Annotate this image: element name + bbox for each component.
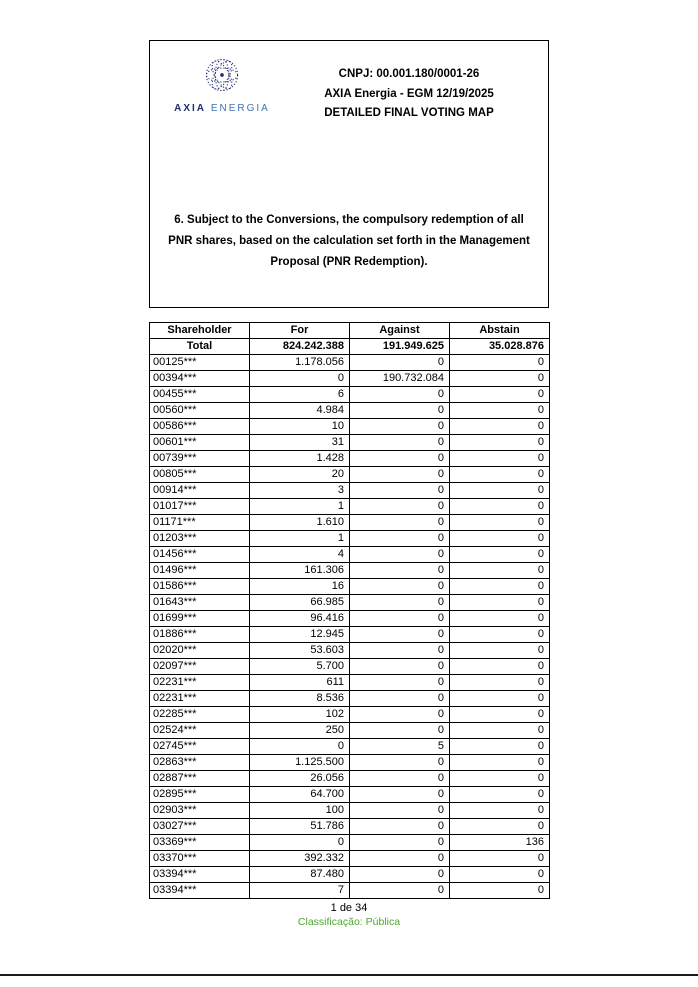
shareholder-cell: 02231*** — [150, 675, 250, 691]
shareholder-cell: 00455*** — [150, 387, 250, 403]
for-cell: 4 — [250, 547, 350, 563]
shareholder-cell: 00125*** — [150, 355, 250, 371]
for-cell: 6 — [250, 387, 350, 403]
shareholder-cell: 02895*** — [150, 787, 250, 803]
abstain-cell: 0 — [450, 883, 550, 899]
table-row — [150, 755, 550, 771]
against-cell: 0 — [350, 771, 450, 787]
abstain-cell: 0 — [450, 739, 550, 755]
abstain-cell: 0 — [450, 851, 550, 867]
table-row — [150, 499, 550, 515]
shareholder-cell: 01643*** — [150, 595, 250, 611]
shareholder-cell: 01699*** — [150, 611, 250, 627]
table-row — [150, 547, 550, 563]
header-for: For — [250, 323, 350, 339]
header-top — [150, 41, 548, 124]
table-row — [150, 627, 550, 643]
table-row — [150, 579, 550, 595]
shareholder-cell: 01496*** — [150, 563, 250, 579]
for-cell: 102 — [250, 707, 350, 723]
table-row — [150, 419, 550, 435]
for-cell: 7 — [250, 883, 350, 899]
table-row — [150, 883, 550, 899]
shareholder-cell: 00739*** — [150, 451, 250, 467]
against-cell: 0 — [350, 531, 450, 547]
company-logo — [166, 53, 278, 124]
abstain-cell: 0 — [450, 403, 550, 419]
against-cell: 0 — [350, 467, 450, 483]
for-cell: 1.428 — [250, 451, 350, 467]
abstain-cell: 0 — [450, 371, 550, 387]
against-cell: 0 — [350, 787, 450, 803]
against-cell: 0 — [350, 723, 450, 739]
against-cell: 0 — [350, 387, 450, 403]
against-cell: 0 — [350, 691, 450, 707]
classification-label: Classificação: Pública — [297, 916, 401, 928]
voting-table — [149, 322, 550, 899]
for-cell: 16 — [250, 579, 350, 595]
against-cell: 0 — [350, 659, 450, 675]
abstain-cell: 0 — [450, 659, 550, 675]
table-row — [150, 467, 550, 483]
abstain-cell: 0 — [450, 515, 550, 531]
abstain-cell: 0 — [450, 467, 550, 483]
for-cell: 1 — [250, 531, 350, 547]
abstain-cell: 0 — [450, 483, 550, 499]
against-cell: 0 — [350, 627, 450, 643]
abstain-cell: 0 — [450, 547, 550, 563]
against-cell: 0 — [350, 547, 450, 563]
for-cell: 3 — [250, 483, 350, 499]
abstain-cell: 0 — [450, 435, 550, 451]
header-text-block — [278, 53, 540, 124]
abstain-cell: 0 — [450, 355, 550, 371]
shareholder-cell: 03027*** — [150, 819, 250, 835]
table-row — [150, 515, 550, 531]
document-page — [149, 0, 549, 928]
table-row — [150, 387, 550, 403]
table-row — [150, 851, 550, 867]
for-cell: 26.056 — [250, 771, 350, 787]
shareholder-cell: 01456*** — [150, 547, 250, 563]
table-row — [150, 659, 550, 675]
for-cell: 1 — [250, 499, 350, 515]
header-against: Against — [350, 323, 450, 339]
shareholder-cell: 01203*** — [150, 531, 250, 547]
abstain-cell: 0 — [450, 803, 550, 819]
table-row — [150, 371, 550, 387]
shareholder-cell: 01171*** — [150, 515, 250, 531]
abstain-cell: 0 — [450, 451, 550, 467]
table-row — [150, 867, 550, 883]
shareholder-cell: 02863*** — [150, 755, 250, 771]
against-cell: 0 — [350, 611, 450, 627]
for-cell: 1.178.056 — [250, 355, 350, 371]
shareholder-cell: 02903*** — [150, 803, 250, 819]
shareholder-cell: 00914*** — [150, 483, 250, 499]
abstain-cell: 0 — [450, 723, 550, 739]
page-bottom-border — [0, 974, 698, 976]
table-row — [150, 563, 550, 579]
total-abstain: 35.028.876 — [450, 339, 550, 355]
against-cell: 0 — [350, 755, 450, 771]
shareholder-cell: 02020*** — [150, 643, 250, 659]
abstain-cell: 0 — [450, 627, 550, 643]
table-row — [150, 403, 550, 419]
header-box — [149, 40, 549, 308]
shareholder-cell: 00601*** — [150, 435, 250, 451]
for-cell: 10 — [250, 419, 350, 435]
against-cell: 0 — [350, 435, 450, 451]
for-cell: 5.700 — [250, 659, 350, 675]
abstain-cell: 0 — [450, 819, 550, 835]
for-cell: 0 — [250, 835, 350, 851]
cnpj-line: CNPJ: 00.001.180/0001-26 — [338, 68, 480, 80]
for-cell: 12.945 — [250, 627, 350, 643]
for-cell: 1.125.500 — [250, 755, 350, 771]
for-cell: 51.786 — [250, 819, 350, 835]
against-cell: 0 — [350, 579, 450, 595]
for-cell: 250 — [250, 723, 350, 739]
shareholder-cell: 03394*** — [150, 883, 250, 899]
table-header-row — [150, 323, 550, 339]
table-row — [150, 819, 550, 835]
shareholder-cell: 02745*** — [150, 739, 250, 755]
against-cell: 0 — [350, 419, 450, 435]
table-body — [150, 355, 550, 899]
against-cell: 0 — [350, 803, 450, 819]
for-cell: 96.416 — [250, 611, 350, 627]
for-cell: 0 — [250, 739, 350, 755]
against-cell: 190.732.084 — [350, 371, 450, 387]
against-cell: 0 — [350, 867, 450, 883]
shareholder-cell: 03394*** — [150, 867, 250, 883]
against-cell: 0 — [350, 851, 450, 867]
for-cell: 100 — [250, 803, 350, 819]
page-footer — [149, 902, 549, 928]
table-row — [150, 707, 550, 723]
abstain-cell: 0 — [450, 787, 550, 803]
abstain-cell: 0 — [450, 867, 550, 883]
abstain-cell: 0 — [450, 755, 550, 771]
for-cell: 87.480 — [250, 867, 350, 883]
table-row — [150, 355, 550, 371]
for-cell: 0 — [250, 371, 350, 387]
for-cell: 1.610 — [250, 515, 350, 531]
against-cell: 0 — [350, 835, 450, 851]
table-row — [150, 595, 550, 611]
agenda-item-text: 6. Subject to the Conversions, the compulsory redemption of all PNR shares, based on the calculation set forth in the Management Proposal (PNR Redemption). — [168, 213, 530, 269]
abstain-cell: 0 — [450, 387, 550, 403]
against-cell: 0 — [350, 563, 450, 579]
for-cell: 31 — [250, 435, 350, 451]
abstain-cell: 0 — [450, 643, 550, 659]
table-row — [150, 483, 550, 499]
total-label: Total — [150, 339, 250, 355]
against-cell: 0 — [350, 515, 450, 531]
shareholder-cell: 02285*** — [150, 707, 250, 723]
abstain-cell: 0 — [450, 771, 550, 787]
abstain-cell: 0 — [450, 531, 550, 547]
shareholder-cell: 02097*** — [150, 659, 250, 675]
abstain-cell: 0 — [450, 563, 550, 579]
against-cell: 0 — [350, 643, 450, 659]
company-logo-text — [166, 103, 278, 114]
against-cell: 0 — [350, 499, 450, 515]
table-row — [150, 451, 550, 467]
for-cell: 161.306 — [250, 563, 350, 579]
shareholder-cell: 03369*** — [150, 835, 250, 851]
abstain-cell: 0 — [450, 707, 550, 723]
against-cell: 0 — [350, 483, 450, 499]
for-cell: 392.332 — [250, 851, 350, 867]
shareholder-cell: 02524*** — [150, 723, 250, 739]
document-subtitle: DETAILED FINAL VOTING MAP — [324, 107, 494, 120]
abstain-cell: 136 — [450, 835, 550, 851]
total-row — [150, 339, 550, 355]
table-row — [150, 803, 550, 819]
shareholder-cell: 02887*** — [150, 771, 250, 787]
table-row — [150, 691, 550, 707]
against-cell: 0 — [350, 675, 450, 691]
shareholder-cell: 00394*** — [150, 371, 250, 387]
shareholder-cell: 01017*** — [150, 499, 250, 515]
shareholder-cell: 00586*** — [150, 419, 250, 435]
shareholder-cell: 01886*** — [150, 627, 250, 643]
for-cell: 53.603 — [250, 643, 350, 659]
against-cell: 5 — [350, 739, 450, 755]
against-cell: 0 — [350, 403, 450, 419]
table-row — [150, 787, 550, 803]
abstain-cell: 0 — [450, 611, 550, 627]
abstain-cell: 0 — [450, 579, 550, 595]
table-row — [150, 723, 550, 739]
meeting-title-line: AXIA Energia - EGM 12/19/2025 — [324, 87, 494, 100]
logo-text-axia: AXIA — [174, 103, 207, 114]
abstain-cell: 0 — [450, 499, 550, 515]
against-cell: 0 — [350, 451, 450, 467]
table-row — [150, 531, 550, 547]
table-row — [150, 643, 550, 659]
total-for: 824.242.388 — [250, 339, 350, 355]
against-cell: 0 — [350, 819, 450, 835]
axia-sphere-logo-icon — [200, 53, 244, 102]
for-cell: 4.984 — [250, 403, 350, 419]
header-shareholder: Shareholder — [150, 323, 250, 339]
shareholder-cell: 03370*** — [150, 851, 250, 867]
table-row — [150, 739, 550, 755]
header-abstain: Abstain — [450, 323, 550, 339]
against-cell: 0 — [350, 883, 450, 899]
shareholder-cell: 00560*** — [150, 403, 250, 419]
page-number: 1 de 34 — [330, 902, 368, 914]
for-cell: 8.536 — [250, 691, 350, 707]
against-cell: 0 — [350, 707, 450, 723]
for-cell: 64.700 — [250, 787, 350, 803]
abstain-cell: 0 — [450, 595, 550, 611]
shareholder-cell: 02231*** — [150, 691, 250, 707]
for-cell: 611 — [250, 675, 350, 691]
against-cell: 0 — [350, 355, 450, 371]
table-row — [150, 435, 550, 451]
abstain-cell: 0 — [450, 675, 550, 691]
abstain-cell: 0 — [450, 419, 550, 435]
table-row — [150, 835, 550, 851]
shareholder-cell: 01586*** — [150, 579, 250, 595]
table-row — [150, 771, 550, 787]
table-row — [150, 611, 550, 627]
table-row — [150, 675, 550, 691]
abstain-cell: 0 — [450, 691, 550, 707]
logo-text-energia: ENERGIA — [210, 103, 270, 114]
total-against: 191.949.625 — [350, 339, 450, 355]
against-cell: 0 — [350, 595, 450, 611]
shareholder-cell: 00805*** — [150, 467, 250, 483]
for-cell: 20 — [250, 467, 350, 483]
for-cell: 66.985 — [250, 595, 350, 611]
